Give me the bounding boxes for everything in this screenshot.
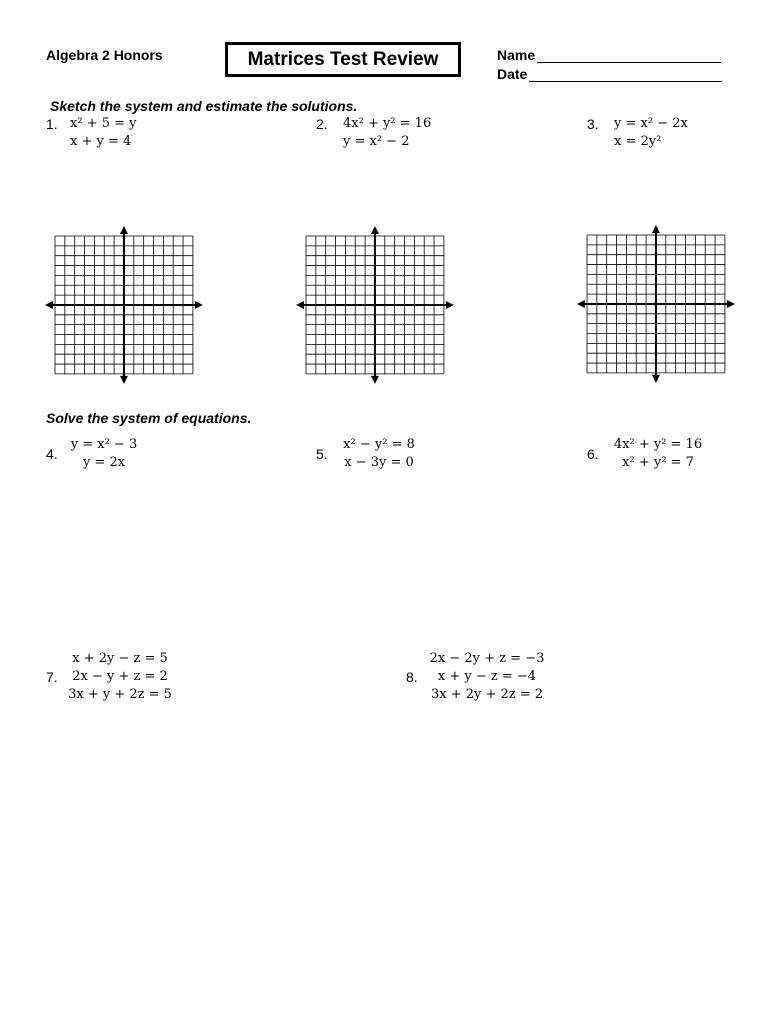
problem-8-number: 8.	[406, 669, 418, 685]
problem-5-system	[334, 436, 424, 472]
name-field[interactable]	[497, 47, 721, 63]
problem-8-eq1: 2x − 2y + z = −3	[429, 651, 545, 666]
problem-4-system	[64, 436, 144, 472]
y-axis-up-arrow	[371, 226, 379, 234]
problem-5-eq2: x − 3y = 0	[344, 455, 414, 470]
section1-instruction: Sketch the system and estimate the solutions.	[50, 98, 358, 114]
problem-7-eq3: 3x + y + 2z = 5	[68, 687, 172, 702]
x-axis-right-arrow	[446, 301, 454, 309]
x-axis-right-arrow	[727, 300, 735, 308]
name-blank-line[interactable]	[537, 48, 721, 63]
problem-8-system	[422, 650, 552, 704]
y-axis-down-arrow	[652, 375, 660, 383]
page-title	[225, 42, 461, 77]
x-axis-left-arrow	[45, 301, 53, 309]
problem-1-system	[70, 115, 136, 151]
x-axis-left-arrow	[577, 300, 585, 308]
problem-1-eq2: x + y = 4	[70, 134, 132, 149]
problem-2-system	[343, 115, 431, 151]
problem-5-eq1: x² − y² = 8	[343, 437, 415, 452]
y-axis-up-arrow	[652, 225, 660, 233]
x-axis-right-arrow	[195, 301, 203, 309]
problem-7-number: 7.	[46, 669, 58, 685]
problem-2-eq1: 4x² + y² = 16	[343, 116, 432, 131]
y-axis-down-arrow	[371, 376, 379, 384]
problem-6-system	[606, 436, 710, 472]
date-blank-line[interactable]	[529, 67, 722, 82]
problem-1-eq1: x² + 5 = y	[70, 116, 137, 131]
x-axis-left-arrow	[296, 301, 304, 309]
grid-lines	[55, 236, 193, 374]
problem-3-eq2: x = 2y²	[614, 134, 662, 149]
course-name: Algebra 2 Honors	[46, 47, 163, 63]
problem-4-eq2: y = 2x	[82, 455, 126, 470]
problem-2-eq2: y = x² − 2	[343, 134, 410, 149]
problem-6-number: 6.	[587, 446, 599, 462]
page-title-text: Matrices Test Review	[247, 48, 439, 70]
problem-6-eq1: 4x² + y² = 16	[613, 437, 703, 452]
problem-7-eq1: x + 2y − z = 5	[72, 651, 168, 666]
y-axis-up-arrow	[120, 226, 128, 234]
problem-7-eq2: 2x − y + z = 2	[72, 669, 168, 684]
date-field[interactable]	[497, 66, 722, 82]
grid-lines	[306, 236, 444, 374]
problem-4-number: 4.	[46, 446, 58, 462]
date-label: Date	[497, 66, 528, 82]
problem-1-number: 1.	[46, 116, 58, 132]
problem-7-system	[60, 650, 180, 704]
problem-3-number: 3.	[587, 116, 599, 132]
name-label: Name	[497, 47, 536, 63]
y-axis-down-arrow	[120, 376, 128, 384]
problem-8-eq3: 3x + 2y + 2z = 2	[430, 687, 544, 702]
problem-2-number: 2.	[316, 116, 328, 132]
problem-3-eq1: y = x² − 2x	[614, 116, 688, 131]
grid-lines	[587, 235, 725, 373]
problem-4-eq1: y = x² − 3	[70, 437, 138, 452]
problem-3-system	[614, 115, 688, 151]
problem-5-number: 5.	[316, 446, 328, 462]
problem-6-eq2: x² + y² = 7	[622, 455, 694, 470]
section2-instruction: Solve the system of equations.	[46, 410, 252, 426]
problem-8-eq2: x + y − z = −4	[437, 669, 537, 684]
